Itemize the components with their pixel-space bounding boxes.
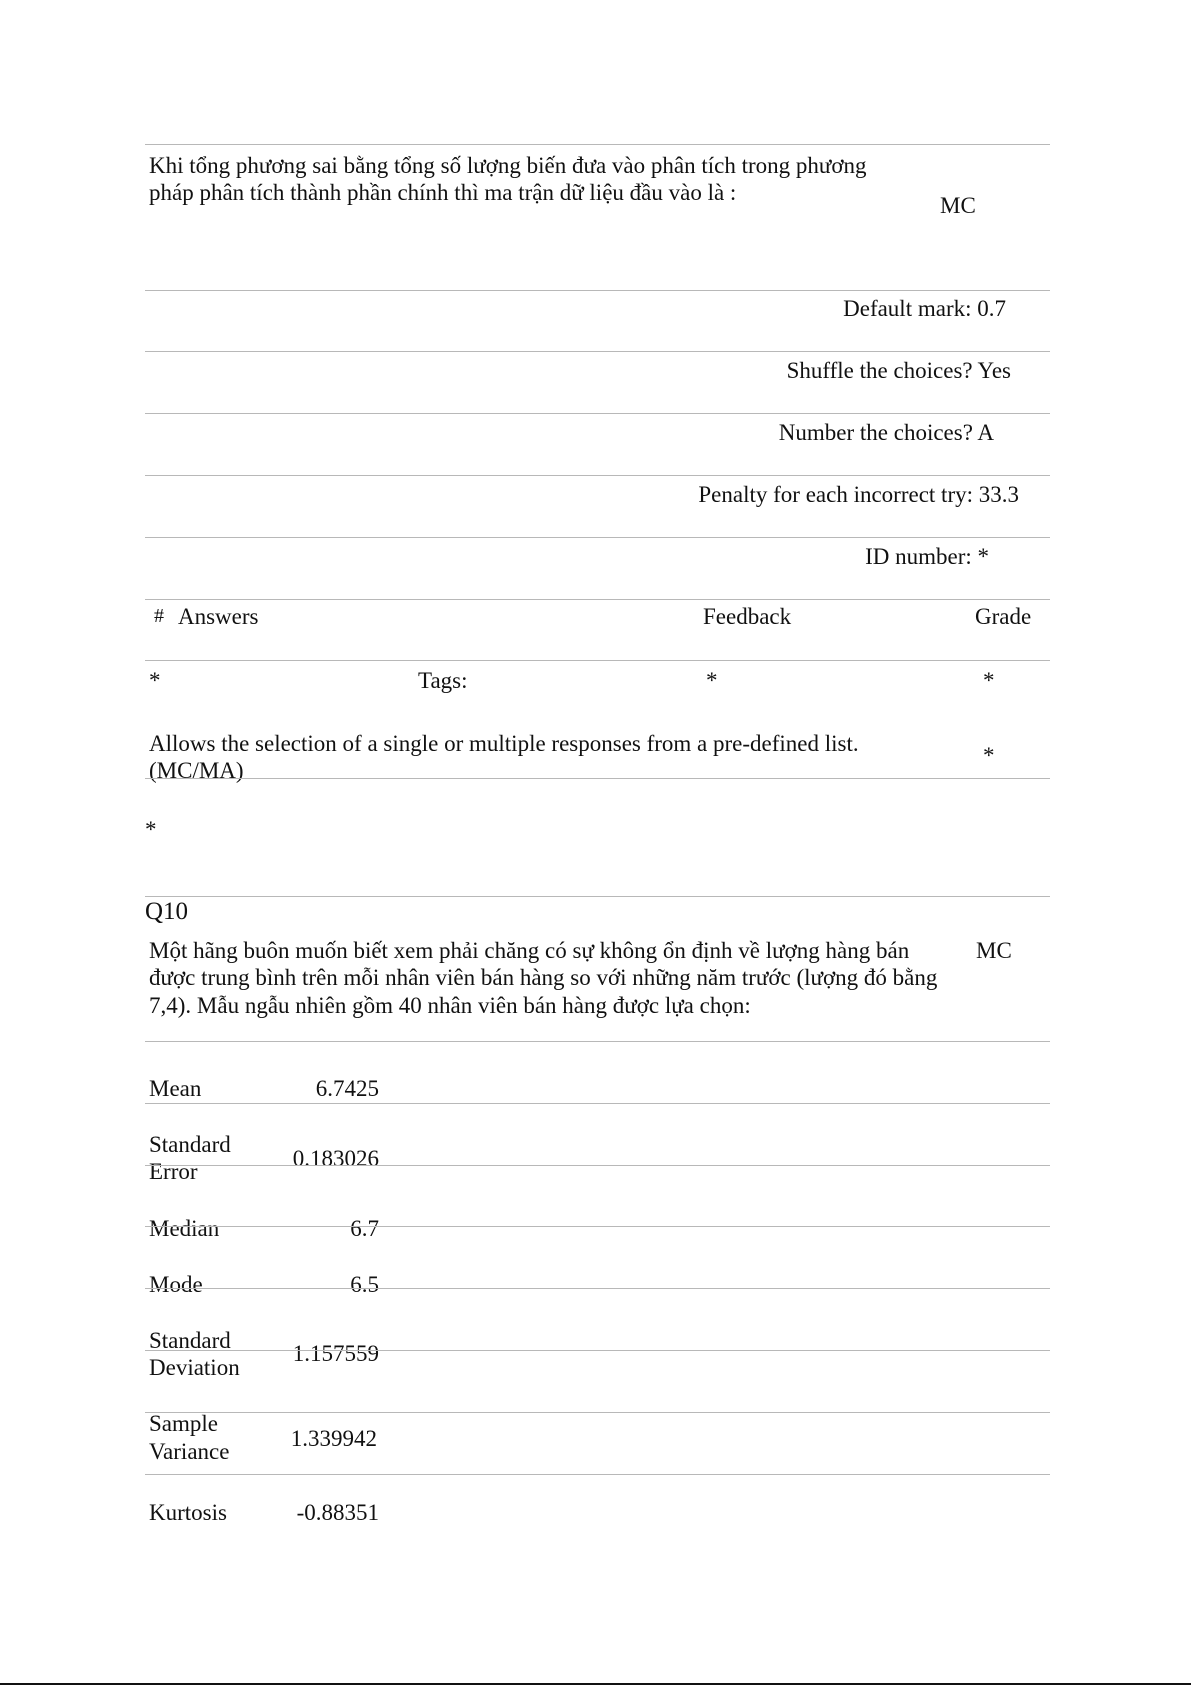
rule (145, 896, 1050, 897)
stat-value-standard-deviation: 1.157559 (292, 1341, 379, 1366)
stat-value-standard-error: 0.183026 (292, 1146, 379, 1171)
question-text-line-1: Một hãng buôn muốn biết xem phải chăng có sự không ổn định về lượng hàng bán (149, 938, 910, 963)
number-choices: Number the choices? A (778, 420, 994, 445)
rule (145, 1103, 1050, 1104)
question-text-line-2: pháp phân tích thành phần chính thì ma trận dữ liệu đầu vào là : (149, 180, 737, 205)
rule (145, 413, 1050, 414)
default-mark: Default mark: 0.7 (843, 296, 1006, 321)
stat-value-median: 6.7 (350, 1216, 379, 1241)
rule (145, 475, 1050, 476)
trailing-star: * (145, 817, 157, 842)
tags-label: Tags: (418, 668, 468, 693)
stat-label-standard-error-1: Standard (149, 1132, 231, 1157)
stat-label-median: Median (149, 1216, 220, 1241)
question-type-label: MC (976, 938, 1012, 963)
stat-label-mode: Mode (149, 1272, 203, 1297)
stat-value-kurtosis: -0.88351 (296, 1500, 379, 1525)
description-line-1: Allows the selection of a single or multiple responses from a pre-defined list. (149, 731, 859, 756)
question-text-line-1: Khi tổng phương sai bằng tổng số lượng biến đưa vào phân tích trong phương (149, 153, 867, 178)
rule-top (145, 144, 1050, 145)
rule (145, 1412, 1050, 1413)
stat-label-standard-error-2: Error (149, 1159, 198, 1184)
answers-header-grade: Grade (975, 604, 1032, 629)
rule (145, 778, 1050, 779)
penalty: Penalty for each incorrect try: 33.3 (698, 482, 1019, 507)
rule (145, 1041, 1050, 1042)
description-line-2: (MC/MA) (149, 758, 244, 783)
rule (145, 599, 1050, 600)
id-number: ID number: * (865, 544, 989, 569)
answer-star: * (149, 668, 161, 693)
rule (145, 1165, 1050, 1166)
stat-label-sample-variance-2: Variance (149, 1439, 230, 1464)
rule (145, 1226, 1050, 1227)
stat-label-standard-deviation-2: Deviation (149, 1355, 240, 1380)
rule (145, 1474, 1050, 1475)
stat-label-mean: Mean (149, 1076, 202, 1101)
stat-value-mode: 6.5 (350, 1272, 379, 1297)
rule (145, 1288, 1050, 1289)
shuffle-choices: Shuffle the choices? Yes (786, 358, 1011, 383)
answers-header-feedback: Feedback (703, 604, 792, 629)
question-type-label: MC (940, 193, 976, 218)
rule (145, 351, 1050, 352)
stat-label-standard-deviation-1: Standard (149, 1328, 231, 1353)
question-text-line-2: được trung bình trên mỗi nhân viên bán hàng so với những năm trước (lượng đó bằng (149, 965, 938, 990)
question-text-line-3: 7,4). Mẫu ngẫu nhiên gồm 40 nhân viên bán hàng được lựa chọn: (149, 993, 751, 1018)
feedback-star: * (706, 668, 718, 693)
rule (145, 537, 1050, 538)
stat-value-mean: 6.7425 (315, 1076, 379, 1101)
answers-header-hash: # (154, 605, 164, 627)
grade-star: * (983, 668, 995, 693)
stat-value-sample-variance: 1.339942 (290, 1426, 377, 1451)
rule (145, 290, 1050, 291)
stat-label-sample-variance-1: Sample (149, 1411, 218, 1436)
rule (145, 660, 1050, 661)
rule (145, 1350, 1050, 1351)
question-label: Q10 (145, 898, 189, 925)
description-star: * (983, 743, 995, 768)
stat-label-kurtosis: Kurtosis (149, 1500, 227, 1525)
answers-header-answers: Answers (178, 604, 259, 629)
